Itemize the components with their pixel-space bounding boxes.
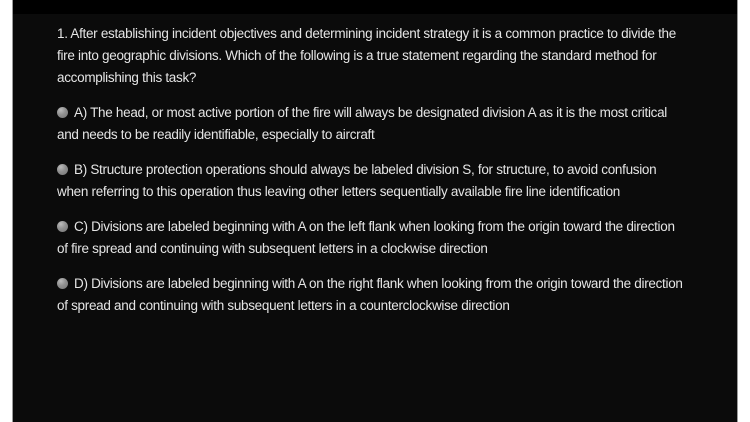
quiz-screen — [12, 0, 738, 422]
radio-icon[interactable] — [57, 107, 68, 118]
answer-option-d-label: D) Divisions are labeled beginning with A on the right flank when looking from the origin toward the direction of spread and continuing with subsequent letters in a counterclockwise direction — [57, 276, 683, 313]
radio-icon[interactable] — [57, 221, 68, 232]
radio-icon[interactable] — [57, 164, 68, 175]
radio-icon[interactable] — [57, 278, 68, 289]
answer-option-c-label: C) Divisions are labeled beginning with A on the left flank when looking from the origin toward the direction of fire spread and continuing with subsequent letters in a clockwise direction — [57, 219, 675, 256]
answer-option-b-label: B) Structure protection operations should always be labeled division S, for structure, to avoid confusion when referring to this operation thus leaving other letters sequentially available fire line identification — [57, 162, 657, 199]
answer-option-a-label: A) The head, or most active portion of the fire will always be designated division A as it is the most critical and needs to be readily identifiable, especially to aircraft — [57, 105, 668, 142]
answer-option-b[interactable] — [57, 159, 687, 203]
answer-option-d[interactable] — [57, 273, 687, 317]
answer-option-a[interactable] — [57, 102, 687, 146]
answer-option-c[interactable] — [57, 216, 687, 260]
question-text: 1. After establishing incident objectives and determining incident strategy it is a common practice to divide the fire into geographic divisions. Which of the following is a true statement regarding the standard method for accomplishing this task? — [57, 26, 676, 85]
quiz-content — [13, 0, 737, 422]
